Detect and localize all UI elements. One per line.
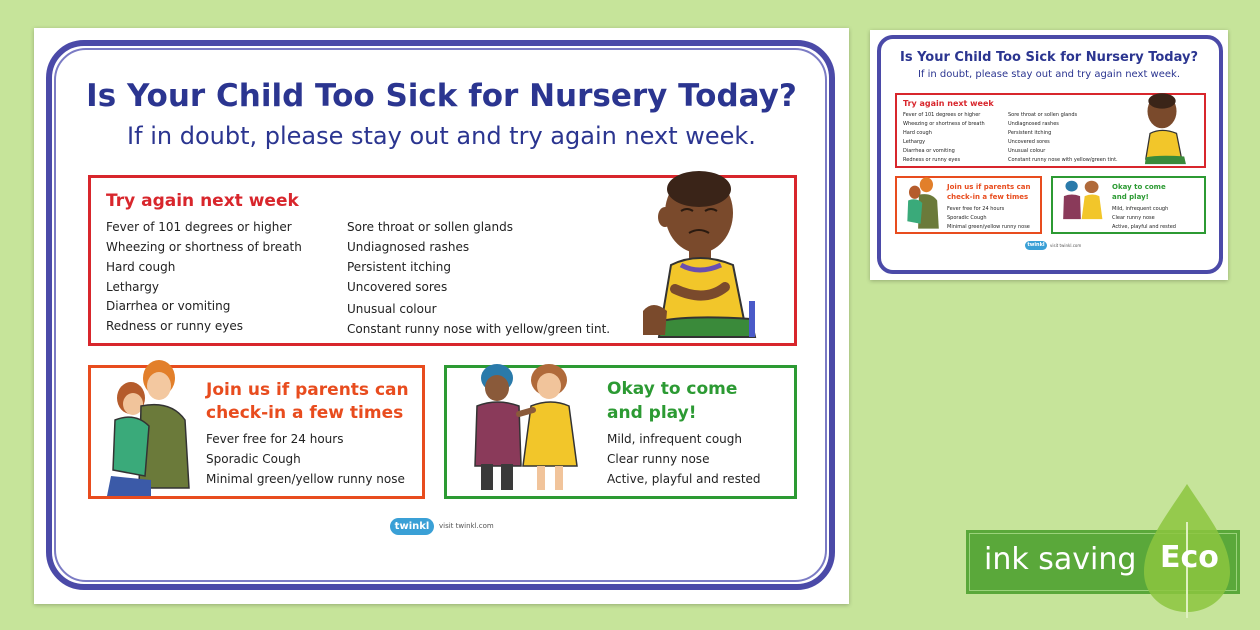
list-item: Minimal green/yellow runny nose (947, 224, 1030, 230)
list-item: Constant runny nose with yellow/green tint. (347, 322, 611, 336)
join-us-box (88, 365, 425, 499)
preview-red-heading: Try again next week (903, 99, 994, 108)
main-poster-sheet (34, 28, 849, 604)
list-item: Wheezing or shortness of breath (106, 240, 302, 254)
list-item: Constant runny nose with yellow/green tint. (1008, 157, 1118, 163)
preview-orange-heading-1: Join us if parents can (947, 183, 1031, 191)
twinkl-logo: twinkl (390, 518, 434, 535)
preview-orange-heading-2: check-in a few times (947, 193, 1029, 201)
footer-url: visit twinkl.com (439, 522, 494, 530)
okay-to-play-heading-line2: and play! (607, 403, 697, 423)
list-item: Redness or runny eyes (106, 319, 243, 333)
list-item: Sore throat or sollen glands (1008, 112, 1078, 118)
hugging-parent-illustration (901, 174, 941, 232)
hugging-parent-illustration (101, 356, 191, 496)
list-item: Lethargy (106, 280, 159, 294)
preview-orange-box (895, 176, 1042, 234)
list-item: Clear runny nose (1112, 215, 1155, 221)
try-again-box (88, 175, 797, 346)
sick-child-illustration (641, 161, 771, 339)
list-item: Diarrhea or vomiting (903, 148, 955, 154)
list-item: Fever of 101 degrees or higher (903, 112, 981, 118)
poster-subtitle: If in doubt, please stay out and try again next week. (127, 122, 756, 150)
poster-title: Is Your Child Too Sick for Nursery Today? (86, 78, 797, 114)
preview-twinkl-logo: twinkl (1025, 241, 1047, 250)
list-item: Uncovered sores (347, 280, 448, 294)
list-item: Undiagnosed rashes (347, 240, 470, 254)
list-item: Unusual colour (347, 302, 437, 316)
list-item: Minimal green/yellow runny nose (206, 472, 405, 486)
list-item: Lethargy (903, 139, 926, 145)
list-item: Undiagnosed rashes (1008, 121, 1059, 127)
preview-sheet (870, 30, 1228, 280)
preview-red-box (895, 93, 1206, 168)
preview-footer-url: visit twinkl.com (1050, 243, 1082, 248)
list-item: Active, playful and rested (1112, 224, 1176, 230)
list-item: Clear runny nose (607, 452, 710, 466)
list-item: Wheezing or shortness of breath (903, 121, 985, 127)
list-item: Redness or runny eyes (903, 157, 961, 163)
list-item: Fever of 101 degrees or higher (106, 220, 292, 234)
list-item: Hard cough (903, 130, 932, 136)
eco-label: Eco (1160, 540, 1219, 575)
list-item: Sporadic Cough (947, 215, 987, 221)
join-us-heading-line2: check-in a few times (206, 403, 404, 423)
list-item: Sore throat or sollen glands (347, 220, 513, 234)
list-item: Fever free for 24 hours (947, 206, 1005, 212)
okay-to-play-heading-line1: Okay to come (607, 379, 738, 399)
ink-saving-label: ink saving (984, 542, 1137, 577)
join-us-heading-line1: Join us if parents can (206, 380, 409, 400)
list-item: Active, playful and rested (607, 472, 761, 486)
list-item: Unusual colour (1008, 148, 1046, 154)
okay-to-play-box (444, 365, 797, 499)
list-item: Persistent itching (347, 260, 451, 274)
try-again-heading: Try again next week (106, 191, 299, 211)
sick-child-illustration (1135, 89, 1195, 165)
list-item: Hard cough (106, 260, 176, 274)
list-item: Diarrhea or vomiting (106, 299, 231, 313)
playing-children-illustration (459, 354, 589, 494)
list-item: Mild, infrequent cough (607, 432, 742, 446)
list-item: Uncovered sores (1008, 139, 1050, 145)
playing-children-illustration (1057, 174, 1107, 232)
list-item: Mild, infrequent cough (1112, 206, 1169, 212)
preview-green-box (1051, 176, 1206, 234)
preview-green-heading-1: Okay to come (1112, 183, 1166, 191)
list-item: Fever free for 24 hours (206, 432, 344, 446)
list-item: Persistent itching (1008, 130, 1052, 136)
list-item: Sporadic Cough (206, 452, 301, 466)
preview-subtitle: If in doubt, please stay out and try again next week. (917, 69, 1181, 80)
preview-title: Is Your Child Too Sick for Nursery Today? (899, 50, 1198, 65)
preview-green-heading-2: and play! (1112, 193, 1149, 201)
